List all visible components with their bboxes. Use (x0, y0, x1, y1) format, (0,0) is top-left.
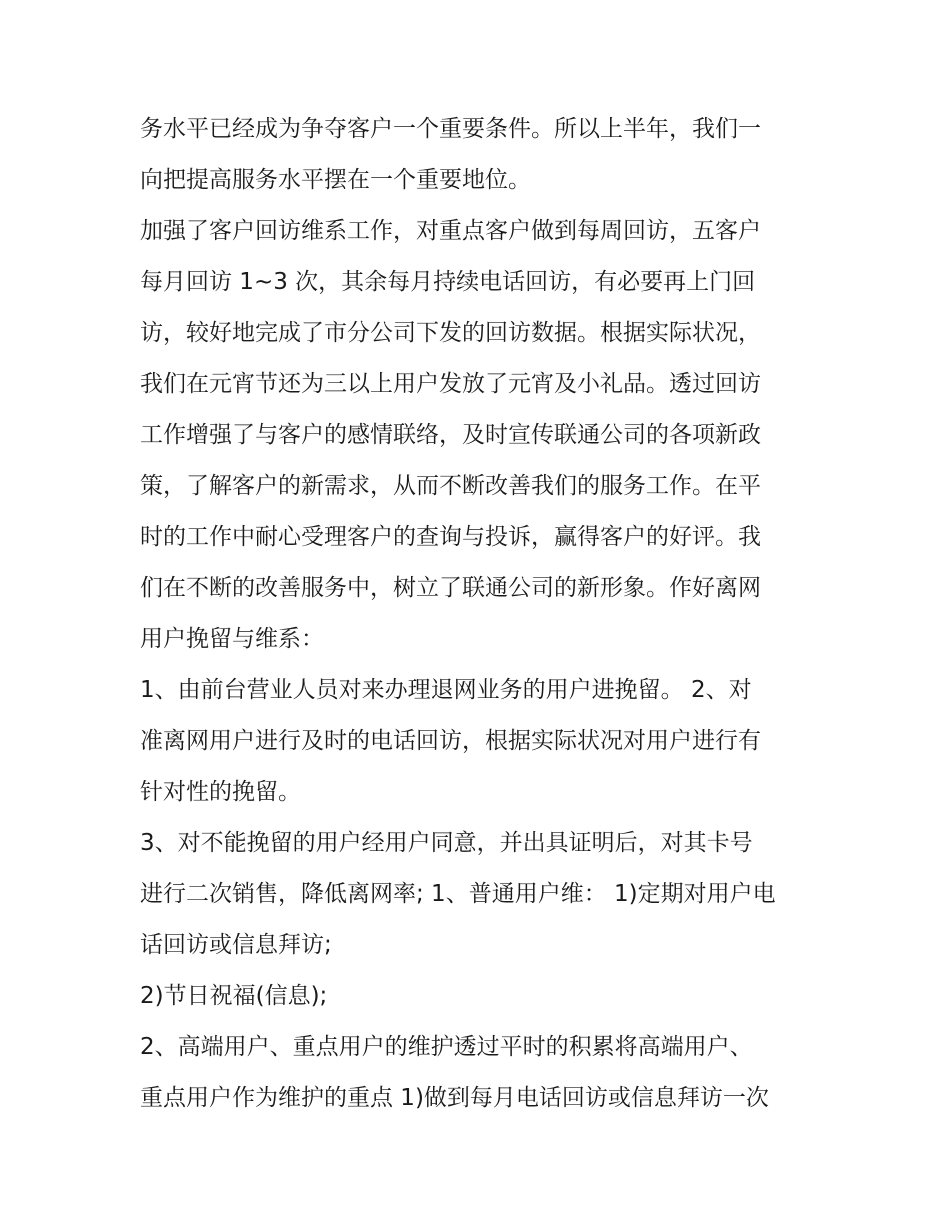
text-line: 访，较好地完成了市分公司下发的回访数据。根据实际状况， (140, 320, 761, 346)
text-line: 进行二次销售，降低离网率; 1、普通用户维： 1)定期对用户电 (140, 881, 776, 907)
text-line: 话回访或信息拜访; (140, 932, 332, 958)
text-line: 用户挽留与维系： (140, 626, 324, 652)
text-line: 时的工作中耐心受理客户的查询与投诉，赢得客户的好评。我 (140, 524, 761, 550)
text-line: 3、对不能挽留的用户经用户同意，并出具证明后，对其卡号 (140, 830, 753, 856)
text-line: 加强了客户回访维系工作，对重点客户做到每周回访，五客户 (140, 218, 761, 244)
text-line: 每月回访 1~3 次，其余每月持续电话回访，有必要再上门回 (140, 269, 756, 295)
text-line: 们在不断的改善服务中，树立了联通公司的新形象。作好离网 (140, 575, 761, 601)
text-line: 2、高端用户、重点用户的维护透过平时的积累将高端用户、 (140, 1034, 753, 1060)
text-line: 重点用户作为维护的重点 1)做到每月电话回访或信息拜访一次 (140, 1085, 769, 1111)
text-line: 1、由前台营业人员对来办理退网业务的用户进挽留。 2、对 (140, 677, 752, 703)
text-line: 2)节日祝福(信息); (140, 983, 328, 1009)
text-line: 针对性的挽留。 (140, 779, 301, 805)
text-line: 策，了解客户的新需求，从而不断改善我们的服务工作。在平 (140, 473, 761, 499)
body-text (140, 104, 830, 1124)
text-line: 工作增强了与客户的感情联络，及时宣传联通公司的各项新政 (140, 422, 761, 448)
text-line: 我们在元宵节还为三以上用户发放了元宵及小礼品。透过回访 (140, 371, 761, 397)
text-line: 务水平已经成为争夺客户一个重要条件。所以上半年，我们一 (140, 116, 761, 142)
text-line: 准离网用户进行及时的电话回访，根据实际状况对用户进行有 (140, 728, 761, 754)
text-line: 向把提高服务水平摆在一个重要地位。 (140, 167, 531, 193)
